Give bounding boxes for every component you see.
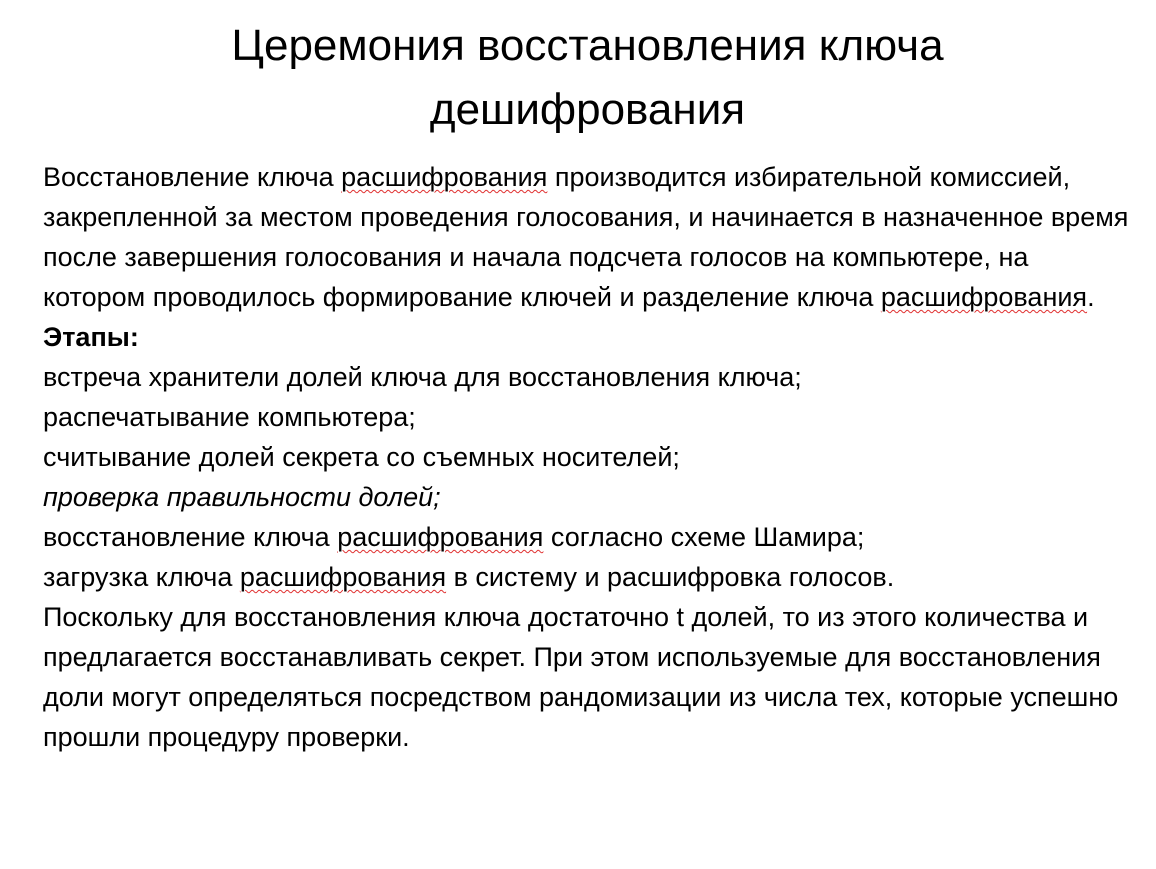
spellcheck-word: расшифрования bbox=[239, 562, 447, 592]
stage-5-text-start: восстановление ключа bbox=[43, 522, 338, 552]
spellcheck-word: расшифрования bbox=[337, 522, 544, 552]
stage-5-text-end: согласно схеме Шамира; bbox=[543, 522, 865, 552]
stages-heading: Этапы: bbox=[43, 322, 139, 352]
stage-item-1: встреча хранители долей ключа для восстановления ключа; bbox=[43, 362, 802, 392]
intro-text-end: . bbox=[1087, 282, 1095, 312]
intro-paragraph bbox=[43, 157, 1133, 317]
stage-item-5 bbox=[43, 517, 1133, 557]
stage-item-3: считывание долей секрета со съемных носителей; bbox=[43, 442, 680, 472]
stage-item-2: распечатывание компьютера; bbox=[43, 402, 416, 432]
stage-item-4: проверка правильности долей; bbox=[43, 482, 441, 512]
spellcheck-word: расшифрования bbox=[341, 162, 548, 192]
stage-6-text-end: в систему и расшифровка голосов. bbox=[446, 562, 895, 592]
stage-6-text-start: загрузка ключа bbox=[43, 562, 240, 592]
intro-text-start: Восстановление ключа bbox=[43, 162, 342, 192]
stage-item-6 bbox=[43, 557, 1133, 597]
intro-text-middle: производится избирательной комиссией, закрепленной за местом проведения голосования, и начинается в назначенное время после завершения голосования и начала подсчета голосов на компьютере, на котором проводилось формирование ключей и разделение ключа bbox=[43, 162, 1129, 312]
spellcheck-word: расшифрования bbox=[880, 282, 1088, 312]
slide-body bbox=[43, 157, 1133, 757]
conclusion-paragraph: Поскольку для восстановления ключа достаточно t долей, то из этого количества и предлагается восстанавливать секрет. При этом используемые для восстановления доли могут определяться посредством рандомизации из числа тех, которые успешно прошли процедуру проверки. bbox=[43, 602, 1119, 752]
slide-title: Церемония восстановления ключа дешифрования bbox=[231, 21, 944, 134]
